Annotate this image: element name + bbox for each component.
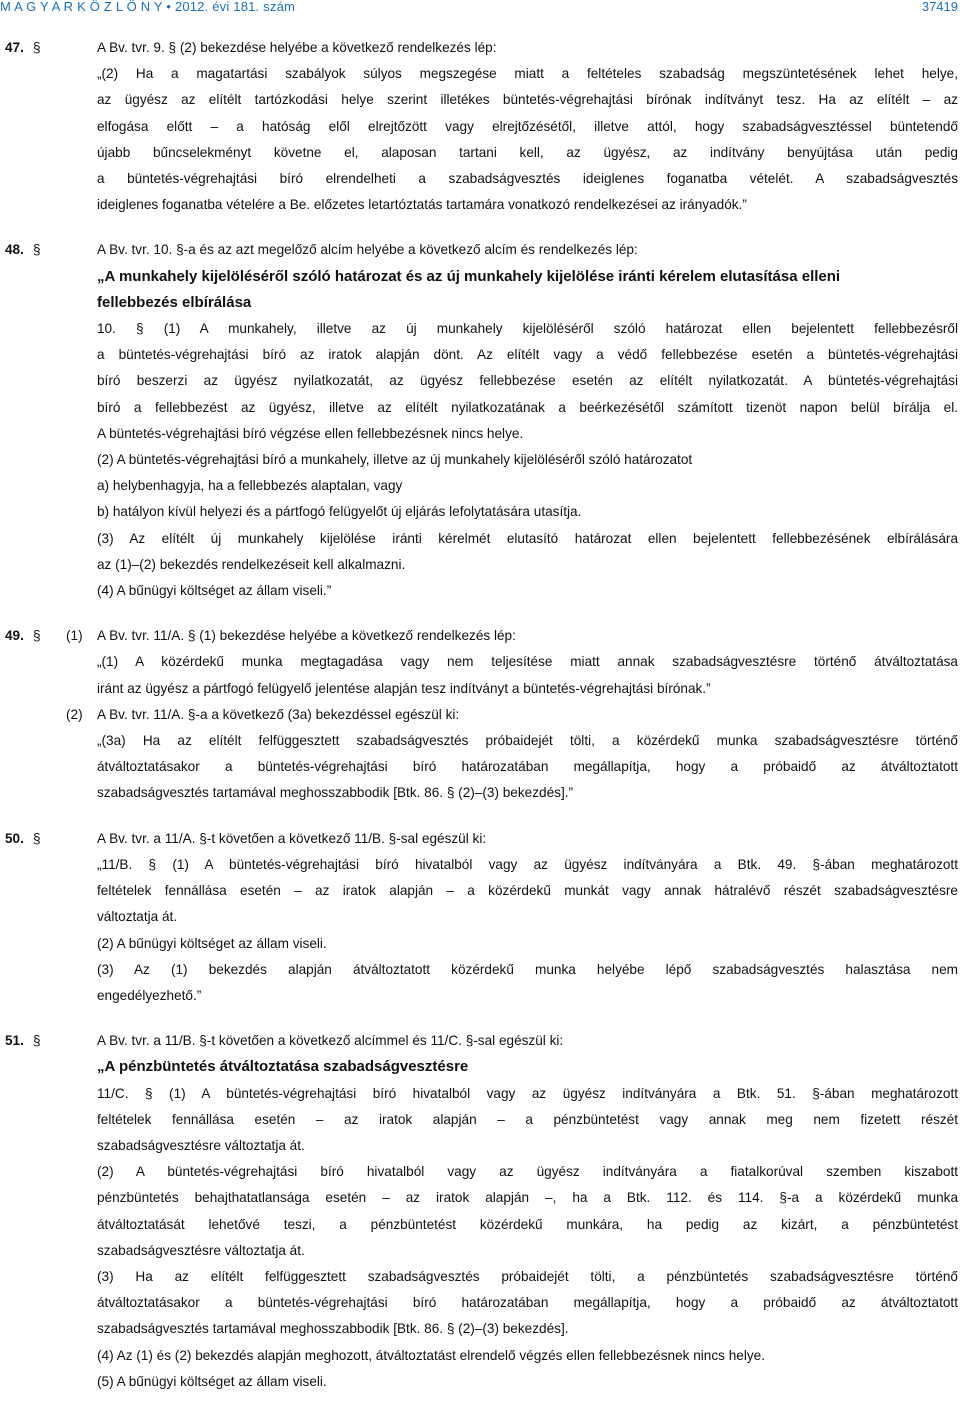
text-line: A Bv. tvr. 10. §-a és az azt megelőző alcím helyébe a következő alcím és rendelkezés lép:: [97, 242, 638, 258]
text-line: (2) A büntetés-végrehajtási bíró a munkahely, illetve az új munkahely kijelöléséről szóló határozatot: [97, 452, 693, 468]
text-line: szabadságvesztés tartamával meghosszabbodik [Btk. 86. § (2)–(3) bekezdés].: [97, 1321, 569, 1337]
text-line: 11/C. § (1) A büntetés-végrehajtási bíró hivatalból vagy az ügyész indítványára a Btk. 51. §-ában meghatározott: [97, 1085, 958, 1101]
paragraph-sign: §: [33, 242, 41, 258]
text-line: A Bv. tvr. 9. § (2) bekezdése helyébe a következő rendelkezés lép:: [97, 40, 497, 55]
text-line: (4) Az (1) és (2) bekezdés alapján meghozott, átváltoztatást elrendelő végzés ellen fellebbezésnek nincs helye.: [97, 1347, 765, 1363]
text-line: újabb bűncselekményt követne el, alaposan tartani kell, az ügyész, az indítvány benyújtása után pedig: [97, 144, 958, 160]
text-line: feltételek fennállása esetén – az iratok alapján – a pénzbüntetést vagy annak meg nem fizetett részét: [97, 1111, 958, 1127]
text-line: A Bv. tvr. a 11/A. §-t követően a következő 11/B. §-sal egészül ki:: [97, 830, 487, 846]
subtitle-line: „A pénzbüntetés átváltoztatása szabadságvesztésre: [97, 1058, 469, 1076]
section-49: [0, 623, 958, 702]
text-line: az (1)–(2) bekezdés rendelkezéseit kell alkalmazni.: [97, 556, 406, 572]
section-number: 50.: [5, 830, 24, 846]
publication-title: M A G Y A R K Ö Z L Ö N Y • 2012. évi 181. szám: [0, 0, 296, 14]
text-line: pénzbüntetés behajthatatlansága esetén – az iratok alapján –, ha a Btk. 112. és 114. §-a a közérdekű munka: [97, 1190, 958, 1206]
text-line: 10. § (1) A munkahely, illetve az új munkahely kijelöléséről szóló határozat ellen bejelentett fellebbezésről: [97, 321, 958, 337]
section-48: [0, 237, 958, 604]
document-body: [0, 35, 958, 1395]
paragraph-sign: §: [33, 1033, 41, 1049]
text-line: az ügyész az elítélt tartózkodási helye szerint illetékes büntetés-végrehajtási bírónak indítványt tesz. Ha az elítélt – az: [97, 92, 958, 108]
text-line: szabadságvesztés tartamával meghosszabbodik [Btk. 86. § (2)–(3) bekezdés].”: [97, 785, 574, 801]
section-number: 47.: [5, 40, 24, 55]
text-line: (3) Ha az elítélt felfüggesztett szabadságvesztés próbaidejét tölti, a pénzbüntetés szabadságvesztésre történő: [97, 1268, 958, 1284]
section-51: [0, 1028, 958, 1395]
text-line: „11/B. § (1) A büntetés-végrehajtási bíró hivatalból vagy az ügyész indítványára a Btk. 49. §-ában meghatározott: [97, 856, 958, 872]
text-line: „(1) A közérdekű munka megtagadása vagy nem teljesítése miatt annak szabadságvesztésre történő átváltoztatása: [97, 654, 958, 670]
page-number: 37419: [921, 0, 958, 14]
subtitle-line: „A munkahely kijelöléséről szóló határozat és az új munkahely kijelölése iránti kérelem elutasítása elleni: [97, 267, 841, 285]
section-number: 48.: [5, 242, 24, 258]
section-50: [0, 826, 958, 1009]
text-line: A Bv. tvr. 11/A. § (1) bekezdése helyébe a következő rendelkezés lép:: [97, 628, 516, 644]
text-line: átváltoztatását lehetővé teszi, a pénzbüntetést közérdekű munkára, ha pedig az kizárt, a pénzbüntetést: [97, 1216, 958, 1232]
text-line: (5) A bűnügyi költséget az állam viseli.: [97, 1373, 327, 1389]
text-line: engedélyezhető.”: [97, 987, 202, 1003]
section-number: 49.: [5, 628, 24, 644]
text-line: a) helybenhagyja, ha a fellebbezés alaptalan, vagy: [97, 478, 403, 494]
text-line: (4) A bűnügyi költséget az állam viseli.”: [97, 583, 332, 599]
paragraph-sign: §: [33, 830, 41, 846]
text-line: a büntetés-végrehajtási bíró az iratok alapján dönt. Az elítélt vagy a védő fellebbezése esetén a büntetés-végrehajtási: [97, 347, 958, 363]
text-line: (3) Az (1) bekezdés alapján átváltoztatott közérdekű munka helyébe lépő szabadságvesztés halasztása nem: [97, 961, 958, 977]
paragraph-sign: §: [33, 40, 41, 55]
text-line: feltételek fennállása esetén – az iratok alapján – a közérdekű munkát vagy annak hátralévő részét szabadságvesztésre: [97, 883, 958, 899]
text-line: (2) A bűnügyi költséget az állam viseli.: [97, 935, 327, 951]
text-line: bíró beszerzi az ügyész nyilatkozatát, az ügyész fellebbezése esetén az elítélt nyilatkozatát. A büntetés-végrehajtási: [97, 373, 958, 389]
text-line: b) hatályon kívül helyezi és a pártfogó felügyelőt új eljárás lefolytatására utasítja.: [97, 504, 582, 520]
subsection-number: (1): [66, 628, 83, 644]
text-line: A Bv. tvr. a 11/B. §-t követően a következő alcímmel és 11/C. §-sal egészül ki:: [97, 1033, 564, 1049]
text-line: bíró a fellebbezést az ügyész, illetve az elítélt nyilatkozatának a beérkezésétől számított tizenöt napon belül bírálja el.: [97, 399, 958, 415]
text-line: átváltoztatásakor a büntetés-végrehajtási bíró határozatában megállapítja, hogy a próbaidő az átváltoztatott: [97, 759, 958, 775]
text-line: szabadságvesztésre változtatja át.: [97, 1137, 305, 1153]
subsection-number: (2): [66, 706, 83, 722]
paragraph-sign: §: [33, 628, 41, 644]
text-line: „(2) Ha a magatartási szabályok súlyos megszegése miatt a feltételes szabadság megszüntetésének lehet helye,: [97, 66, 958, 82]
subtitle-line: fellebbezés elbírálása: [97, 293, 252, 311]
text-line: (2) A büntetés-végrehajtási bíró hivatalból vagy az ügyész indítványára a fiatalkorúval szemben kiszabott: [97, 1164, 958, 1180]
text-line: ideiglenes foganatba vételére a Be. előzetes letartóztatás tartamára vonatkozó rendelkezései az irányadók.”: [97, 197, 747, 213]
text-line: változtatja át.: [97, 909, 178, 925]
section-number: 51.: [5, 1033, 24, 1049]
text-line: a büntetés-végrehajtási bíró elrendelheti a szabadságvesztés ideiglenes foganatba vételét. A szabadságvesztés: [97, 171, 958, 187]
text-line: átváltoztatásakor a büntetés-végrehajtási bíró határozatában megállapítja, hogy a próbaidő az átváltoztatott: [97, 1295, 958, 1311]
text-line: „(3a) Ha az elítélt felfüggesztett szabadságvesztés próbaidejét tölti, a közérdekű munka szabadságvesztésre történő: [97, 733, 958, 749]
text-line: A Bv. tvr. 11/A. §-a a következő (3a) bekezdéssel egészül ki:: [97, 706, 460, 722]
text-line: iránt az ügyész a pártfogó felügyelő jelentése alapján tesz indítványt a büntetés-végrehajtási bírónak.”: [97, 680, 711, 696]
text-line: A büntetés-végrehajtási bíró végzése ellen fellebbezésnek nincs helye.: [97, 425, 524, 441]
page-header: [0, 0, 960, 16]
section-49-subsection-2: [0, 702, 958, 807]
text-line: szabadságvesztésre változtatja át.: [97, 1242, 305, 1258]
text-line: (3) Az elítélt új munkahely kijelölése iránti kérelmét elutasító határozat ellen bejelentett fellebbezésének elbírálására: [97, 530, 958, 546]
text-line: elfogása előtt – a hatóság elől elrejtőzött vagy elrejtőzésétől, illetve attól, hogy szabadságvesztéssel büntetendő: [97, 118, 958, 134]
section-47: [0, 35, 958, 218]
